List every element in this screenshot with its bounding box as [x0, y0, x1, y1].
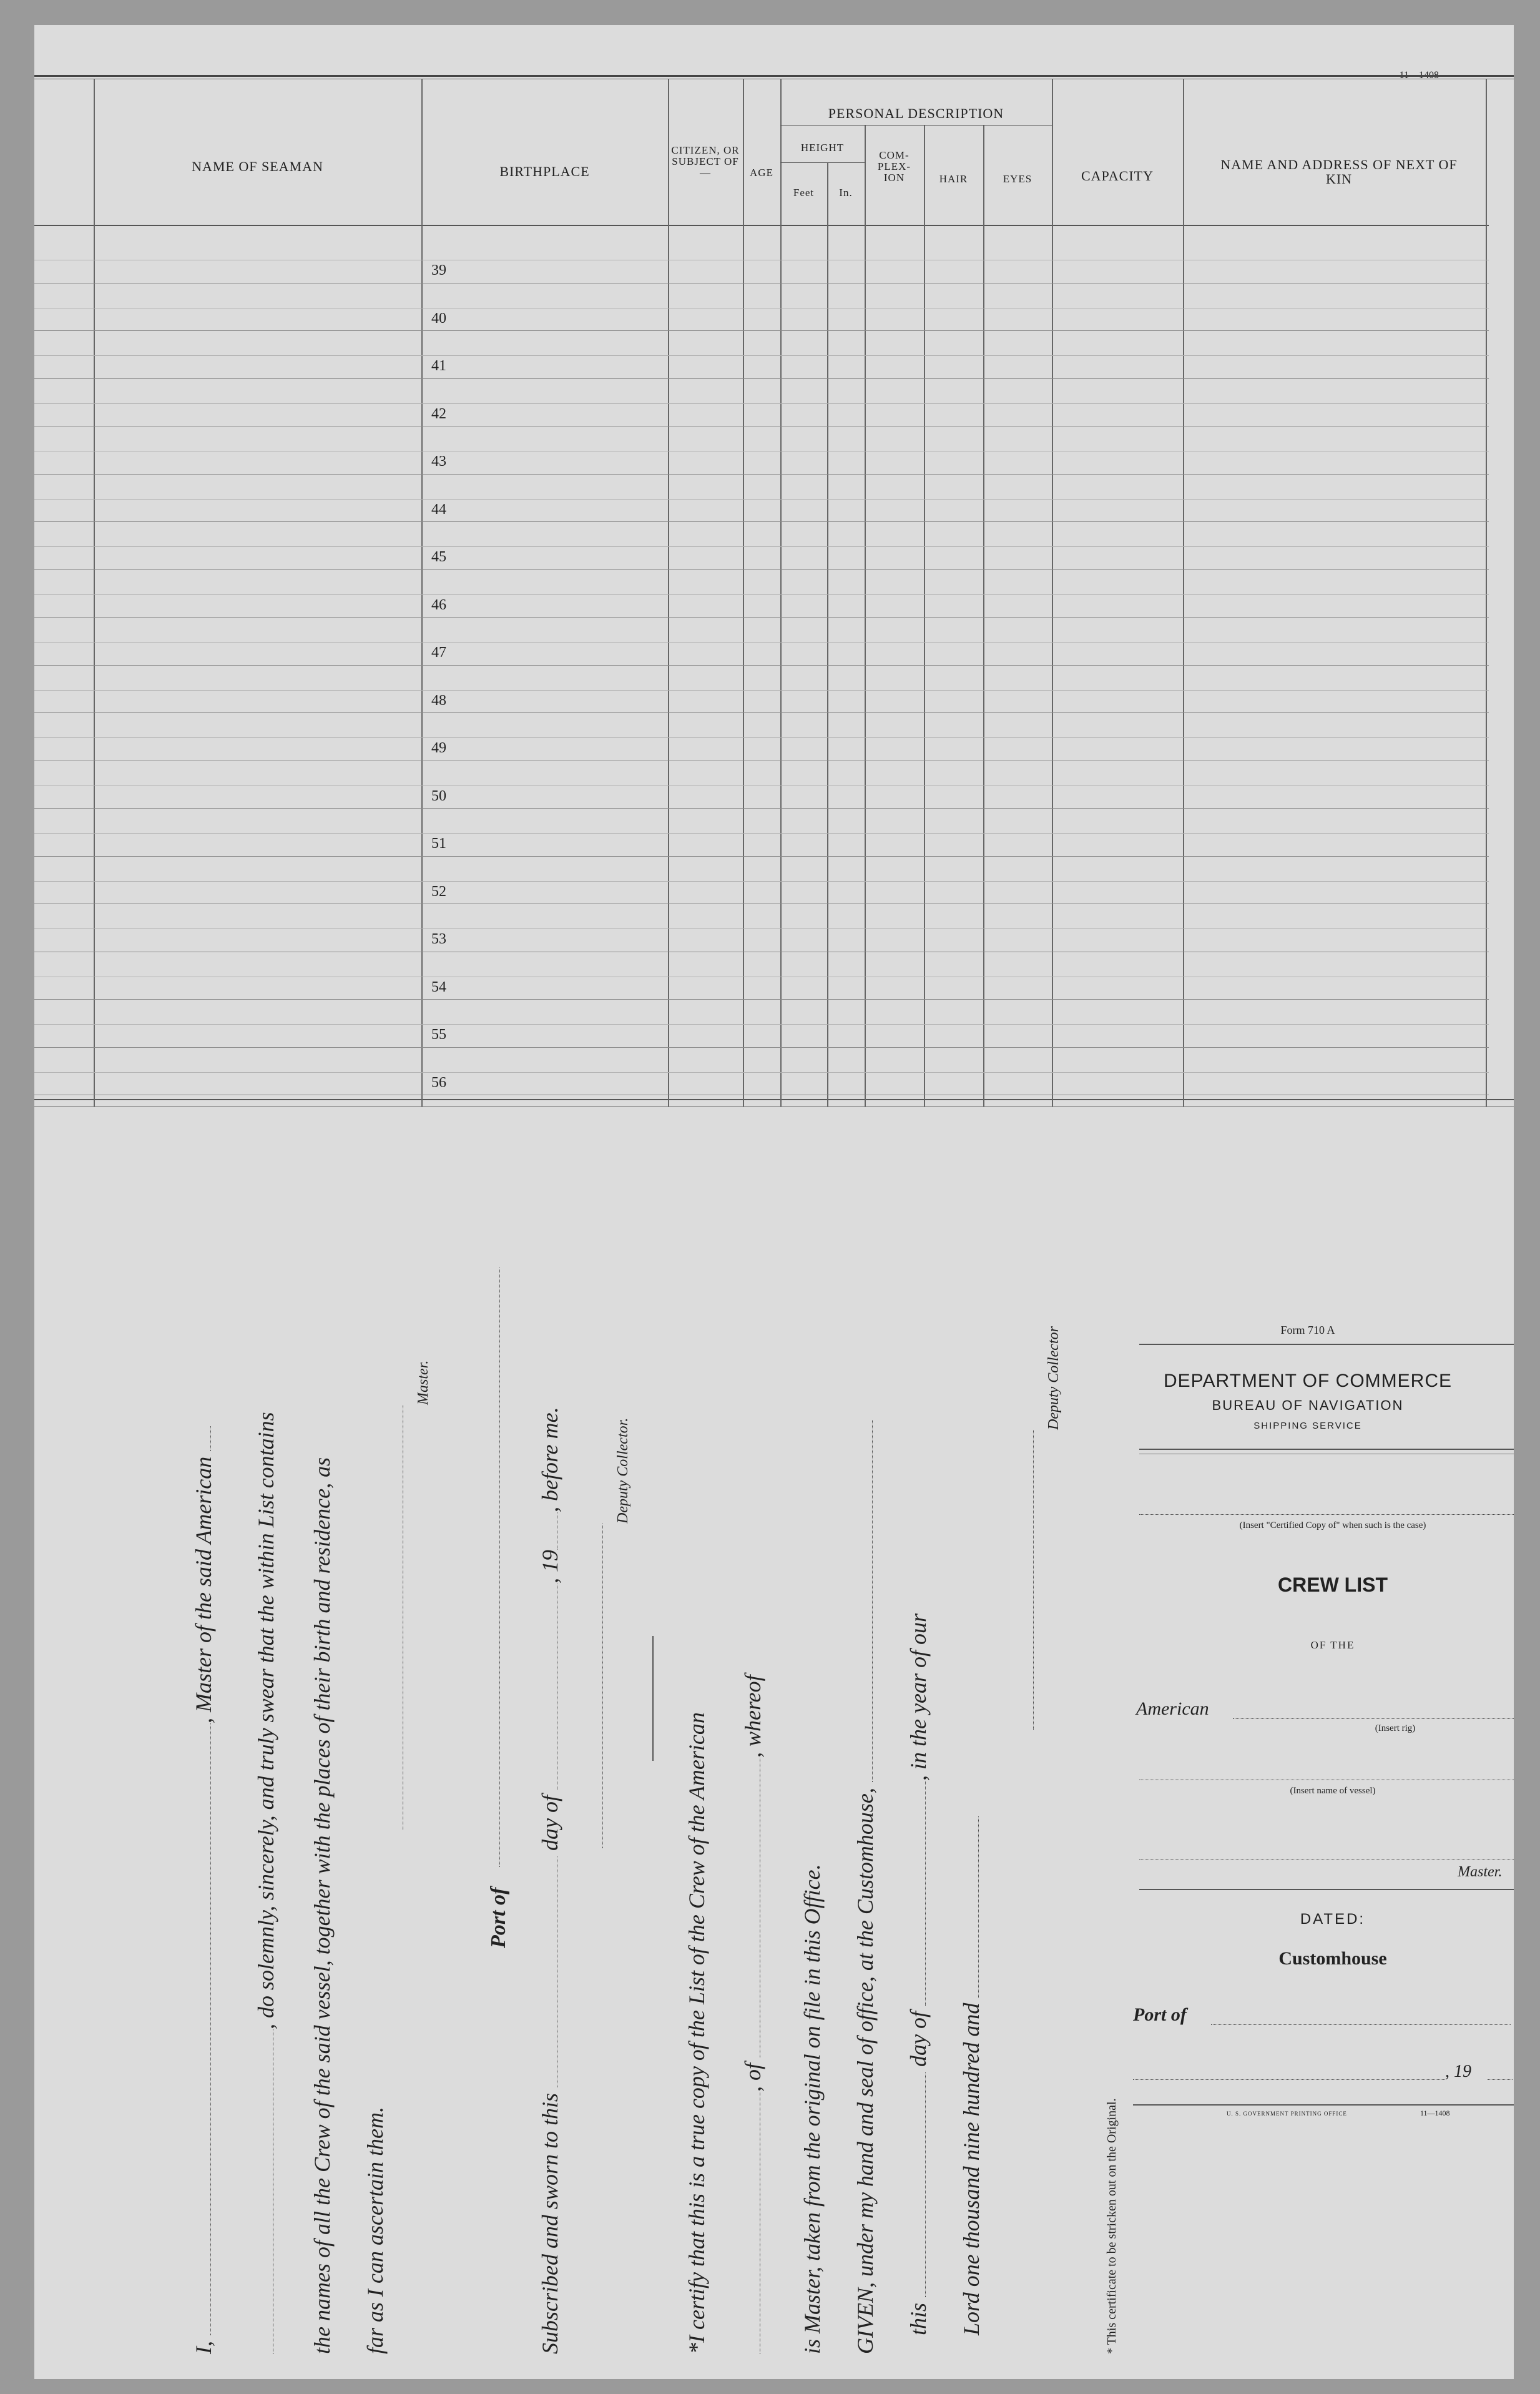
- header-height: HEIGHT: [800, 142, 845, 154]
- lord-year-blank[interactable]: [961, 1816, 979, 1997]
- table-row-divider: [34, 737, 1489, 738]
- table-row-divider: [34, 499, 1489, 500]
- cover-year-blank[interactable]: [1488, 2079, 1513, 2080]
- table-row[interactable]: [34, 808, 1489, 809]
- oath-solemnly: , do solemnly, sincerely, and truly swear that the within List contains: [253, 1412, 278, 2029]
- stricken-note: * This certificate to be stricken out on the Original.: [1105, 2098, 1119, 2354]
- header-citizen: CITIZEN, OR SUBJECT OF—: [671, 144, 740, 179]
- cover-port-of: Port of: [1133, 2004, 1187, 2025]
- crew-list-sheet: [34, 25, 1514, 2379]
- height-rule: [780, 162, 865, 163]
- table-row[interactable]: [34, 1047, 1489, 1048]
- cover-form-code: 11—1408: [1420, 2109, 1450, 2117]
- subscribed-day-of: day of: [537, 1795, 562, 1851]
- cover-of-the: OF THE: [1310, 1639, 1355, 1651]
- subscribed-year-blank[interactable]: [539, 1512, 557, 1550]
- oath-certificate: [190, 1268, 1152, 2354]
- col-rule: [668, 79, 669, 1106]
- row-number: 42: [431, 405, 446, 422]
- table-row-divider: [34, 594, 1489, 595]
- oath-master-of-american: , Master of the said American: [191, 1456, 216, 1723]
- cover-date-blank[interactable]: [1133, 2079, 1445, 2080]
- cover-printing-office: U. S. GOVERNMENT PRINTING OFFICE: [1227, 2111, 1347, 2117]
- deputy-collector-caption-1: Deputy Collector.: [615, 1417, 631, 1524]
- oath-i: I,: [191, 2341, 216, 2354]
- table-row-divider: [34, 546, 1489, 547]
- cover-form-number: Form 710 A: [1280, 1324, 1335, 1336]
- header-personal-description: PERSONAL DESCRIPTION: [828, 106, 1004, 121]
- deputy-collector-caption-2: Deputy Collector: [1046, 1326, 1062, 1430]
- table-row[interactable]: [34, 521, 1489, 522]
- row-number: 43: [431, 453, 446, 470]
- separator-rule: [652, 1636, 654, 1761]
- table-row-divider: [34, 833, 1489, 834]
- subscribed-19: , 19: [537, 1549, 562, 1584]
- header-birthplace: BIRTHPLACE: [499, 164, 590, 179]
- copy-whereof: , whereof: [740, 1675, 765, 1758]
- header-next-of-kin: NAME AND ADDRESS OF NEXT OF KIN: [1220, 157, 1458, 187]
- cover-panel: [1102, 1299, 1514, 2135]
- row-number: 46: [431, 596, 446, 613]
- row-number: 51: [431, 835, 446, 852]
- port-blank[interactable]: [499, 1268, 500, 1867]
- this-label: this: [906, 2302, 931, 2335]
- cover-service: SHIPPING SERVICE: [1253, 1421, 1362, 1431]
- cover-customhouse: Customhouse: [1278, 1948, 1387, 1969]
- cover-insert-rig: (Insert rig): [1375, 1723, 1416, 1733]
- copy-line-1: *I certify that this is a true copy of the List of the Crew of the American: [684, 1712, 709, 2354]
- copy-line-3: is Master, taken from the original on file in this Office.: [800, 1864, 825, 2354]
- row-number: 53: [431, 931, 446, 947]
- subscribed-line: [537, 1407, 563, 2354]
- header-capacity: CAPACITY: [1081, 168, 1154, 184]
- row-number: 55: [431, 1027, 446, 1043]
- subscribed-day-blank[interactable]: [539, 1856, 557, 2087]
- oath-line-1: [190, 1426, 217, 2354]
- this-month-blank[interactable]: [908, 1781, 926, 2006]
- this-day-blank[interactable]: [908, 2072, 926, 2297]
- table-row-divider: [34, 642, 1489, 643]
- row-number: 39: [431, 262, 446, 278]
- copy-line-2: [740, 1675, 766, 2354]
- table-row[interactable]: [34, 712, 1489, 713]
- table-row-divider: [34, 690, 1489, 691]
- given-line: [852, 1420, 878, 2354]
- cover-rule: [1133, 2104, 1514, 2106]
- subscribed-label: Subscribed and sworn to this: [537, 2092, 562, 2354]
- col-rule: [743, 79, 744, 1106]
- oath-line-2: [253, 1412, 279, 2354]
- col-rule: [1486, 79, 1487, 1106]
- row-number: 41: [431, 358, 446, 374]
- deputy-signature-blank-2[interactable]: [1033, 1430, 1034, 1730]
- cover-crew-list: CREW LIST: [1278, 1574, 1388, 1596]
- header-bottom-rule: [34, 225, 1489, 226]
- table-row[interactable]: [34, 999, 1489, 1000]
- col-rule: [421, 79, 423, 1106]
- personal-desc-rule: [780, 125, 1052, 126]
- table-row[interactable]: [34, 569, 1489, 570]
- header-hair: HAIR: [939, 173, 968, 185]
- col-rule: [94, 79, 95, 1106]
- port-of-label: Port of: [487, 1887, 510, 1948]
- table-row-divider: [34, 1024, 1489, 1025]
- oath-line-4: far as I can ascertain them.: [363, 2107, 388, 2354]
- this-day-of: day of: [906, 2011, 931, 2067]
- copy-port-blank[interactable]: [742, 1758, 760, 2057]
- vessel-type-blank[interactable]: [193, 1426, 211, 1451]
- header-inches: In.: [839, 187, 853, 199]
- col-rule: [1052, 79, 1053, 1106]
- subscribed-month-blank[interactable]: [539, 1584, 557, 1790]
- row-number: 52: [431, 883, 446, 900]
- cover-port-blank[interactable]: [1211, 2024, 1511, 2025]
- cover-master: Master.: [1458, 1864, 1503, 1880]
- row-number: 56: [431, 1074, 446, 1091]
- copy-of: , of: [740, 2062, 765, 2092]
- table-row[interactable]: [34, 856, 1489, 857]
- copy-vessel-blank[interactable]: [742, 2092, 760, 2354]
- header-complexion: COM-PLEX-ION: [877, 149, 911, 184]
- cover-rule: [1139, 1344, 1514, 1345]
- cover-insert-name: (Insert name of vessel): [1290, 1786, 1376, 1796]
- row-number: 54: [431, 978, 446, 995]
- table-row[interactable]: [34, 330, 1489, 331]
- row-number: 44: [431, 501, 446, 518]
- col-rule: [865, 125, 866, 1106]
- cover-year: , 19: [1445, 2062, 1471, 2081]
- table-row[interactable]: [34, 378, 1489, 379]
- table-bottom-rule: [34, 1099, 1514, 1100]
- table-row[interactable]: [34, 665, 1489, 666]
- customhouse-blank[interactable]: [855, 1420, 873, 1782]
- cover-department: DEPARTMENT OF COMMERCE: [1163, 1371, 1453, 1391]
- row-number: 49: [431, 740, 446, 756]
- deputy-signature-blank-1[interactable]: [602, 1524, 603, 1848]
- col-rule: [1183, 79, 1184, 1106]
- row-number: 50: [431, 787, 446, 804]
- subscribed-before-me: , before me.: [537, 1407, 562, 1512]
- vessel-rig-blank[interactable]: [1233, 1718, 1514, 1719]
- form-number-top: 11—1408: [1399, 70, 1439, 81]
- crew-table: [34, 70, 1514, 1130]
- master-caption: Master.: [415, 1360, 431, 1405]
- header-name-of-seaman: NAME OF SEAMAN: [192, 159, 323, 174]
- row-number: 45: [431, 549, 446, 565]
- cover-dated: DATED:: [1300, 1911, 1366, 1928]
- table-row-divider: [34, 355, 1489, 356]
- table-row[interactable]: [34, 617, 1489, 618]
- row-number: 47: [431, 644, 446, 661]
- header-feet: Feet: [793, 187, 815, 199]
- lord-line: [958, 1816, 984, 2335]
- table-row-divider: [34, 881, 1489, 882]
- row-number: 40: [431, 310, 446, 327]
- cover-insert-certified: (Insert "Certified Copy of" when such is the case): [1239, 1520, 1426, 1530]
- col-rule: [827, 162, 828, 1106]
- this-day-line: [905, 1613, 931, 2335]
- cover-bureau: BUREAU OF NAVIGATION: [1212, 1397, 1404, 1413]
- header-eyes: EYES: [1003, 173, 1032, 185]
- table-bottom-rule-thin: [34, 1106, 1514, 1107]
- master-name-blank[interactable]: [193, 1723, 211, 2335]
- cover-american: American: [1136, 1698, 1209, 1719]
- row-number: 48: [431, 692, 446, 709]
- given-label: GIVEN, under my hand and seal of office, at the Customhouse,: [853, 1788, 878, 2354]
- table-row[interactable]: [34, 474, 1489, 475]
- vessel-name-blank[interactable]: [255, 2029, 273, 2354]
- col-rule: [924, 125, 925, 1106]
- table-top-rule: [34, 75, 1514, 77]
- oath-line-3: the names of all the Crew of the said vessel, together with the places of their birth and residence, as: [310, 1457, 335, 2354]
- table-row-divider: [34, 403, 1489, 404]
- col-rule: [780, 79, 782, 1106]
- table-row-divider: [34, 1072, 1489, 1073]
- lord-label: Lord one thousand nine hundred and: [959, 2002, 984, 2335]
- certified-copy-blank[interactable]: [1139, 1514, 1514, 1515]
- cover-rule: [1139, 1449, 1514, 1450]
- col-rule: [983, 125, 984, 1106]
- header-age: AGE: [750, 167, 773, 179]
- cover-rule: [1139, 1889, 1514, 1890]
- this-year-of-our: , in the year of our: [906, 1613, 931, 1781]
